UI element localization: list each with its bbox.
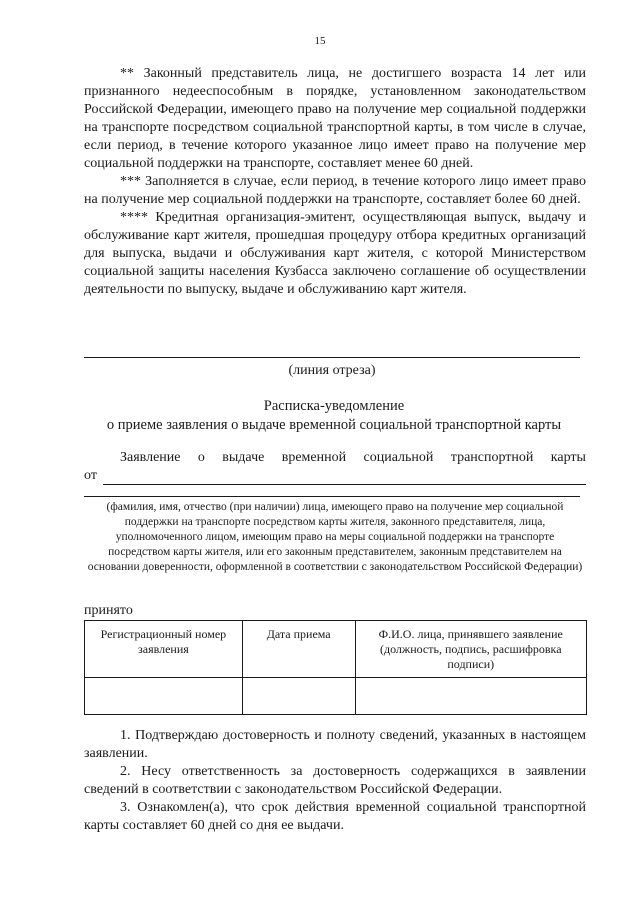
cut-line-label: (линия отреза) bbox=[288, 363, 376, 378]
receipt-title: Расписка-уведомление bbox=[263, 398, 405, 414]
statement-word: карты bbox=[550, 450, 586, 465]
statement-word: Заявление bbox=[120, 450, 181, 465]
header-registration-number: Регистрационный номер заявления bbox=[85, 621, 243, 678]
cell-registration-number[interactable] bbox=[85, 678, 243, 715]
statement-word: транспортной bbox=[450, 450, 534, 465]
header-accepting-person: Ф.И.О. лица, принявшего заявление (должность, подпись, расшифровка подписи) bbox=[355, 621, 586, 678]
statement-word: выдаче bbox=[222, 450, 265, 465]
footnotes bbox=[84, 65, 586, 299]
cell-acceptance-date[interactable] bbox=[242, 678, 355, 715]
statement-word: о bbox=[197, 450, 205, 465]
statement-word: социальной bbox=[363, 450, 434, 465]
confirmation-item: 2. Несу ответственность за достоверность содержащихся в заявлении сведений в соответствии с законодательством Российской Федерации. bbox=[84, 764, 586, 797]
from-row bbox=[84, 467, 586, 485]
page-number: 15 bbox=[314, 35, 326, 47]
footnote-legal-representative: ** Законный представитель лица, не достигшего возраста 14 лет или признанного недееспособным в порядке, установленном законодательством Российской Федерации, имеющего право на получение мер социальной поддержки на транспорте посредством социальной транспортной карты, в том числе в случае, если период, в течение которого указанное лицо имеет право на получение мер социальной поддержки на транспорте, составляет менее 60 дней. bbox=[84, 66, 586, 171]
confirmations bbox=[84, 727, 586, 835]
receipt-heading bbox=[84, 397, 584, 435]
cell-accepting-person[interactable] bbox=[355, 678, 586, 715]
header-acceptance-date: Дата приема bbox=[242, 621, 355, 678]
table-header-row bbox=[85, 621, 587, 678]
table-row bbox=[85, 678, 587, 715]
accepted-label: принято bbox=[84, 603, 133, 618]
statement-word: временной bbox=[281, 450, 347, 465]
applicant-name-field-line-2[interactable] bbox=[84, 496, 580, 497]
applicant-name-field[interactable] bbox=[103, 471, 586, 485]
statement-text bbox=[84, 449, 586, 467]
receipt-subtitle: о приеме заявления о выдаче временной социальной транспортной карты bbox=[106, 417, 562, 433]
confirmation-item: 1. Подтверждаю достоверность и полноту сведений, указанных в настоящем заявлении. bbox=[84, 728, 586, 761]
statement-from-block bbox=[84, 449, 586, 485]
footnote-period-over-60-days: *** Заполняется в случае, если период, в течение которого лицо имеет право на получение мер социальной поддержки на транспорте, составляет более 60 дней. bbox=[84, 174, 586, 207]
footnote-credit-organization: **** Кредитная организация-эмитент, осуществляющая выпуск, выдачу и обслуживание карт жителя, прошедшая процедуру отбора кредитных организаций для выпуска, выдачи и обслуживания карт жителя, с которой Министерством социальной защиты населения Кузбасса заключено соглашение об осуществлении деятельности по выпуску, выдаче и обслуживанию карт жителя. bbox=[84, 210, 586, 297]
registration-table bbox=[84, 620, 587, 715]
cut-line bbox=[84, 357, 580, 358]
from-label: от bbox=[84, 468, 97, 483]
applicant-field-hint: (фамилия, имя, отчество (при наличии) лица, имеющего право на получение мер социальной поддержки на транспорте посредством карты жителя, законного представителя, лица, уполномоченного лицом, имеющим право на меры социальной поддержки на транспорте посредством карты жителя, или его законным представителем, законным представителем на основании доверенности, оформленной в соответствии с законодательством Российской Федерации) bbox=[87, 501, 583, 573]
confirmation-item: 3. Ознакомлен(а), что срок действия временной социальной транспортной карты составляет 60 дней со дня ее выдачи. bbox=[84, 800, 586, 833]
